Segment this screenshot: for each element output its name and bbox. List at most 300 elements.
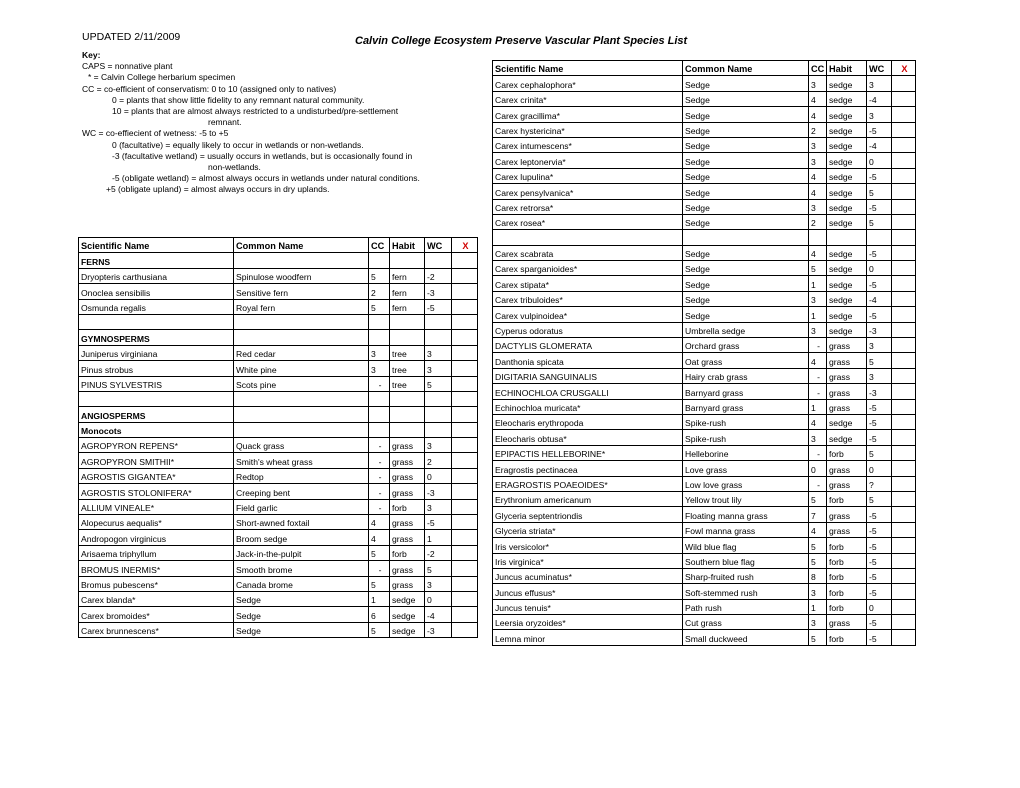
wc-cell: -5 bbox=[425, 515, 452, 530]
habit-cell: sedge bbox=[827, 199, 867, 214]
habit-cell: grass bbox=[390, 438, 425, 453]
table-row bbox=[493, 615, 916, 630]
table-row bbox=[493, 445, 916, 460]
cc-cell: - bbox=[369, 453, 390, 468]
check-cell bbox=[452, 561, 478, 576]
cc-cell bbox=[369, 330, 390, 345]
key-line: non-wetlands. bbox=[208, 161, 261, 172]
check-cell bbox=[452, 607, 478, 622]
wc-cell: 5 bbox=[425, 376, 452, 391]
table-row bbox=[79, 622, 478, 637]
table-row bbox=[79, 607, 478, 622]
scientific-name-cell: Juncus effusus* bbox=[493, 584, 683, 599]
habit-cell: forb bbox=[827, 599, 867, 614]
cc-cell: 1 bbox=[809, 307, 827, 322]
habit-cell: sedge bbox=[827, 168, 867, 183]
common-name-cell: Scots pine bbox=[234, 376, 369, 391]
scientific-name-cell: Eleocharis obtusa* bbox=[493, 430, 683, 445]
check-cell bbox=[892, 153, 916, 168]
table-row bbox=[493, 338, 916, 353]
scientific-name-cell: Carex intumescens* bbox=[493, 137, 683, 152]
habit-cell: fern bbox=[390, 299, 425, 314]
scientific-name-cell: Carex vulpinoidea* bbox=[493, 307, 683, 322]
habit-cell: sedge bbox=[827, 137, 867, 152]
check-cell bbox=[892, 245, 916, 260]
cc-cell: 5 bbox=[809, 630, 827, 645]
check-cell bbox=[452, 530, 478, 545]
table-row bbox=[79, 468, 478, 483]
check-cell bbox=[892, 584, 916, 599]
wc-cell: -2 bbox=[425, 545, 452, 560]
cc-cell: 3 bbox=[369, 345, 390, 360]
cc-cell: 4 bbox=[809, 522, 827, 537]
check-cell bbox=[892, 538, 916, 553]
cc-cell: 4 bbox=[369, 515, 390, 530]
habit-cell: grass bbox=[390, 530, 425, 545]
check-cell bbox=[892, 137, 916, 152]
common-name-cell: Sedge bbox=[683, 76, 809, 91]
scientific-name-cell: Iris versicolor* bbox=[493, 538, 683, 553]
scientific-name-cell: Carex crinita* bbox=[493, 91, 683, 106]
header-common-name: Common Name bbox=[234, 238, 369, 253]
check-cell bbox=[892, 91, 916, 106]
key-line: 10 = plants that are almost always restricted to a undisturbed/pre-settlement bbox=[112, 105, 399, 116]
wc-cell: -5 bbox=[867, 584, 892, 599]
habit-cell: sedge bbox=[827, 153, 867, 168]
cc-cell: - bbox=[809, 338, 827, 353]
common-name-cell: Fowl manna grass bbox=[683, 522, 809, 537]
wc-cell: -4 bbox=[867, 91, 892, 106]
cc-cell: 5 bbox=[369, 299, 390, 314]
check-cell bbox=[892, 338, 916, 353]
habit-cell: sedge bbox=[827, 91, 867, 106]
header-scientific-name: Scientific Name bbox=[493, 61, 683, 76]
scientific-name-cell: DIGITARIA SANGUINALIS bbox=[493, 368, 683, 383]
wc-cell: -5 bbox=[867, 168, 892, 183]
habit-cell: grass bbox=[827, 368, 867, 383]
habit-cell: forb bbox=[390, 499, 425, 514]
check-cell bbox=[452, 407, 478, 422]
species-table-right bbox=[492, 60, 916, 646]
cc-cell: 1 bbox=[809, 599, 827, 614]
header-cc: CC bbox=[369, 238, 390, 253]
scientific-name-cell: Eleocharis erythropoda bbox=[493, 414, 683, 429]
habit-cell: grass bbox=[827, 399, 867, 414]
cc-cell: - bbox=[369, 561, 390, 576]
cc-cell: - bbox=[369, 484, 390, 499]
common-name-cell: Royal fern bbox=[234, 299, 369, 314]
habit-cell: grass bbox=[827, 615, 867, 630]
scientific-name-cell: Carex stipata* bbox=[493, 276, 683, 291]
scientific-name-cell: Carex cephalophora* bbox=[493, 76, 683, 91]
common-name-cell: Floating manna grass bbox=[683, 507, 809, 522]
common-name-cell: Sedge bbox=[683, 214, 809, 229]
wc-cell: 3 bbox=[867, 76, 892, 91]
check-cell bbox=[452, 591, 478, 606]
scientific-name-cell: AGROPYRON REPENS* bbox=[79, 438, 234, 453]
common-name-cell: Canada brome bbox=[234, 576, 369, 591]
table-row bbox=[79, 391, 478, 406]
check-cell bbox=[452, 391, 478, 406]
scientific-name-cell: Carex lupulina* bbox=[493, 168, 683, 183]
cc-cell: 3 bbox=[809, 199, 827, 214]
habit-cell: forb bbox=[827, 445, 867, 460]
scientific-name-cell: Juncus acuminatus* bbox=[493, 568, 683, 583]
wc-cell: 5 bbox=[867, 491, 892, 506]
common-name-cell: Small duckweed bbox=[683, 630, 809, 645]
wc-cell: -5 bbox=[867, 568, 892, 583]
habit-cell: sedge bbox=[827, 122, 867, 137]
check-cell bbox=[452, 253, 478, 268]
habit-cell: forb bbox=[827, 584, 867, 599]
cc-cell: 5 bbox=[809, 553, 827, 568]
check-cell bbox=[892, 491, 916, 506]
check-cell bbox=[452, 422, 478, 437]
category-row bbox=[79, 330, 478, 345]
table-row bbox=[493, 153, 916, 168]
habit-cell: sedge bbox=[390, 622, 425, 637]
common-name-cell: Spinulose woodfern bbox=[234, 268, 369, 283]
habit-cell: grass bbox=[827, 476, 867, 491]
scientific-name-cell: Eragrostis pectinacea bbox=[493, 461, 683, 476]
habit-cell: fern bbox=[390, 268, 425, 283]
table-row bbox=[79, 361, 478, 376]
wc-cell: -5 bbox=[867, 307, 892, 322]
wc-cell: -5 bbox=[867, 507, 892, 522]
scientific-name-cell: Lemna minor bbox=[493, 630, 683, 645]
check-cell bbox=[892, 168, 916, 183]
wc-cell: -5 bbox=[867, 522, 892, 537]
scientific-name-cell: Carex pensylvanica* bbox=[493, 184, 683, 199]
table-row bbox=[493, 107, 916, 122]
key-line: CAPS = nonnative plant bbox=[82, 61, 173, 72]
check-cell bbox=[452, 376, 478, 391]
cc-cell: 1 bbox=[809, 276, 827, 291]
scientific-name-cell: Cyperus odoratus bbox=[493, 322, 683, 337]
wc-cell bbox=[425, 391, 452, 406]
common-name-cell: Sedge bbox=[683, 276, 809, 291]
habit-cell: grass bbox=[827, 338, 867, 353]
table-row bbox=[493, 230, 916, 245]
habit-cell: grass bbox=[390, 576, 425, 591]
check-cell bbox=[892, 630, 916, 645]
check-cell bbox=[892, 261, 916, 276]
scientific-name-cell: Carex scabrata bbox=[493, 245, 683, 260]
table-row bbox=[493, 630, 916, 645]
key-line: WC = co-effiecient of wetness: -5 to +5 bbox=[82, 128, 229, 139]
common-name-cell: Smooth brome bbox=[234, 561, 369, 576]
check-cell bbox=[892, 322, 916, 337]
cc-cell bbox=[809, 230, 827, 245]
key-line: Key: bbox=[82, 50, 101, 60]
header-x-marker: X bbox=[452, 238, 478, 253]
wc-cell: -5 bbox=[867, 553, 892, 568]
habit-cell bbox=[390, 253, 425, 268]
wc-cell bbox=[425, 330, 452, 345]
common-name-cell: Yellow trout lily bbox=[683, 491, 809, 506]
cc-cell: 2 bbox=[809, 214, 827, 229]
common-name-cell: Sedge bbox=[683, 291, 809, 306]
wc-cell: 0 bbox=[425, 468, 452, 483]
scientific-name-cell: AGROPYRON SMITHII* bbox=[79, 453, 234, 468]
scientific-name-cell: Andropogon virginicus bbox=[79, 530, 234, 545]
habit-cell: sedge bbox=[827, 322, 867, 337]
habit-cell: grass bbox=[827, 353, 867, 368]
common-name-cell: Hairy crab grass bbox=[683, 368, 809, 383]
common-name-cell bbox=[234, 407, 369, 422]
common-name-cell bbox=[234, 330, 369, 345]
scientific-name-cell: PINUS SYLVESTRIS bbox=[79, 376, 234, 391]
scientific-name-cell: Carex leptonervia* bbox=[493, 153, 683, 168]
header-scientific-name: Scientific Name bbox=[79, 238, 234, 253]
check-cell bbox=[892, 291, 916, 306]
key-line: 0 (facultative) = equally likely to occur in wetlands or non-wetlands. bbox=[112, 139, 364, 150]
cc-cell: 2 bbox=[809, 122, 827, 137]
table-row bbox=[493, 553, 916, 568]
table-row bbox=[493, 76, 916, 91]
check-cell bbox=[892, 615, 916, 630]
wc-cell: 1 bbox=[425, 530, 452, 545]
cc-cell: 3 bbox=[809, 322, 827, 337]
key-line: -5 (obligate wetland) = almost always occurs in wetlands under natural conditions. bbox=[112, 173, 420, 184]
wc-cell: -3 bbox=[867, 384, 892, 399]
table-header-row bbox=[79, 238, 478, 253]
table-row bbox=[493, 168, 916, 183]
common-name-cell: Redtop bbox=[234, 468, 369, 483]
habit-cell: grass bbox=[827, 461, 867, 476]
table-row bbox=[493, 538, 916, 553]
species-table-left bbox=[78, 237, 478, 638]
wc-cell: -3 bbox=[425, 284, 452, 299]
check-cell bbox=[892, 522, 916, 537]
table-row bbox=[79, 268, 478, 283]
cc-cell: - bbox=[809, 368, 827, 383]
cc-cell: 4 bbox=[809, 168, 827, 183]
table-row bbox=[493, 368, 916, 383]
check-cell bbox=[892, 368, 916, 383]
table-row bbox=[493, 276, 916, 291]
cc-cell: 4 bbox=[809, 353, 827, 368]
habit-cell: tree bbox=[390, 361, 425, 376]
scientific-name-cell: AGROSTIS GIGANTEA* bbox=[79, 468, 234, 483]
common-name-cell: Smith's wheat grass bbox=[234, 453, 369, 468]
scientific-name-cell bbox=[79, 314, 234, 329]
wc-cell: 3 bbox=[425, 499, 452, 514]
category-row bbox=[79, 407, 478, 422]
table-row bbox=[493, 461, 916, 476]
wc-cell bbox=[425, 422, 452, 437]
habit-cell: sedge bbox=[390, 591, 425, 606]
wc-cell: -4 bbox=[425, 607, 452, 622]
cc-cell: - bbox=[809, 476, 827, 491]
cc-cell: 4 bbox=[809, 414, 827, 429]
wc-cell: 0 bbox=[867, 261, 892, 276]
table-row bbox=[493, 91, 916, 106]
cc-cell: - bbox=[809, 445, 827, 460]
common-name-cell: Sedge bbox=[234, 607, 369, 622]
common-name-cell: Path rush bbox=[683, 599, 809, 614]
cc-cell bbox=[369, 407, 390, 422]
habit-cell: sedge bbox=[827, 261, 867, 276]
habit-cell: forb bbox=[827, 568, 867, 583]
habit-cell: sedge bbox=[827, 107, 867, 122]
cc-cell: 3 bbox=[809, 584, 827, 599]
check-cell bbox=[892, 76, 916, 91]
common-name-cell: Helleborine bbox=[683, 445, 809, 460]
table-row bbox=[79, 545, 478, 560]
wc-cell: 5 bbox=[425, 561, 452, 576]
scientific-name-cell: ECHINOCHLOA CRUSGALLI bbox=[493, 384, 683, 399]
common-name-cell bbox=[234, 253, 369, 268]
scientific-name-cell bbox=[493, 230, 683, 245]
common-name-cell: Sedge bbox=[683, 153, 809, 168]
wc-cell: 5 bbox=[867, 214, 892, 229]
habit-cell: sedge bbox=[827, 214, 867, 229]
habit-cell: sedge bbox=[827, 291, 867, 306]
scientific-name-cell: Onoclea sensibilis bbox=[79, 284, 234, 299]
common-name-cell bbox=[234, 391, 369, 406]
cc-cell: - bbox=[369, 468, 390, 483]
wc-cell: -5 bbox=[867, 414, 892, 429]
wc-cell: -5 bbox=[867, 245, 892, 260]
table-row bbox=[79, 438, 478, 453]
scientific-name-cell: Alopecurus aequalis* bbox=[79, 515, 234, 530]
habit-cell: forb bbox=[827, 553, 867, 568]
cc-cell: 5 bbox=[809, 538, 827, 553]
common-name-cell: Sedge bbox=[683, 199, 809, 214]
cc-cell: 4 bbox=[809, 184, 827, 199]
cc-cell: 4 bbox=[809, 91, 827, 106]
habit-cell: grass bbox=[390, 453, 425, 468]
check-cell bbox=[452, 515, 478, 530]
common-name-cell: Sedge bbox=[683, 307, 809, 322]
cc-cell: 3 bbox=[369, 361, 390, 376]
scientific-name-cell: Erythronium americanum bbox=[493, 491, 683, 506]
scientific-name-cell: Danthonia spicata bbox=[493, 353, 683, 368]
table-row bbox=[493, 199, 916, 214]
common-name-cell: Sedge bbox=[683, 168, 809, 183]
table-row bbox=[79, 530, 478, 545]
check-cell bbox=[892, 214, 916, 229]
header-wc: WC bbox=[867, 61, 892, 76]
check-cell bbox=[892, 353, 916, 368]
category-row bbox=[79, 253, 478, 268]
cc-cell: 7 bbox=[809, 507, 827, 522]
habit-cell bbox=[827, 230, 867, 245]
habit-cell: forb bbox=[827, 630, 867, 645]
table-row bbox=[493, 522, 916, 537]
check-cell bbox=[892, 507, 916, 522]
check-cell bbox=[892, 276, 916, 291]
table-row bbox=[79, 453, 478, 468]
scientific-name-cell: Glyceria striata* bbox=[493, 522, 683, 537]
cc-cell: 5 bbox=[809, 491, 827, 506]
habit-cell bbox=[390, 391, 425, 406]
scientific-name-cell bbox=[79, 391, 234, 406]
wc-cell: 5 bbox=[867, 184, 892, 199]
common-name-cell: Sedge bbox=[683, 261, 809, 276]
habit-cell: tree bbox=[390, 376, 425, 391]
habit-cell: sedge bbox=[827, 184, 867, 199]
table-row bbox=[493, 122, 916, 137]
wc-cell: -3 bbox=[425, 484, 452, 499]
header-habit: Habit bbox=[827, 61, 867, 76]
check-cell bbox=[452, 361, 478, 376]
scientific-name-cell: Carex brunnescens* bbox=[79, 622, 234, 637]
table-row bbox=[493, 384, 916, 399]
wc-cell: 0 bbox=[867, 153, 892, 168]
updated-date: UPDATED 2/11/2009 bbox=[82, 31, 181, 43]
table-row bbox=[493, 322, 916, 337]
common-name-cell: Spike-rush bbox=[683, 414, 809, 429]
scientific-name-cell: Arisaema triphyllum bbox=[79, 545, 234, 560]
scientific-name-cell: Carex blanda* bbox=[79, 591, 234, 606]
cc-cell: 6 bbox=[369, 607, 390, 622]
check-cell bbox=[452, 499, 478, 514]
table-row bbox=[79, 345, 478, 360]
cc-cell: 3 bbox=[809, 137, 827, 152]
cc-cell: 3 bbox=[809, 430, 827, 445]
header-x-marker: X bbox=[892, 61, 916, 76]
common-name-cell: Southern blue flag bbox=[683, 553, 809, 568]
common-name-cell: Sedge bbox=[234, 622, 369, 637]
wc-cell: -3 bbox=[867, 322, 892, 337]
check-cell bbox=[452, 468, 478, 483]
table-row bbox=[493, 476, 916, 491]
habit-cell: grass bbox=[827, 507, 867, 522]
wc-cell: 3 bbox=[867, 368, 892, 383]
common-name-cell: Wild blue flag bbox=[683, 538, 809, 553]
habit-cell: forb bbox=[827, 491, 867, 506]
common-name-cell bbox=[234, 314, 369, 329]
check-cell bbox=[892, 414, 916, 429]
check-cell bbox=[892, 184, 916, 199]
scientific-name-cell: ALLIUM VINEALE* bbox=[79, 499, 234, 514]
wc-cell: 5 bbox=[867, 445, 892, 460]
table-row bbox=[79, 591, 478, 606]
wc-cell: -5 bbox=[867, 615, 892, 630]
check-cell bbox=[892, 476, 916, 491]
cc-cell: 1 bbox=[809, 399, 827, 414]
cc-cell: 4 bbox=[809, 107, 827, 122]
wc-cell: -4 bbox=[867, 291, 892, 306]
common-name-cell bbox=[234, 422, 369, 437]
scientific-name-cell: BROMUS INERMIS* bbox=[79, 561, 234, 576]
scientific-name-cell: Carex bromoides* bbox=[79, 607, 234, 622]
scientific-name-cell: EPIPACTIS HELLEBORINE* bbox=[493, 445, 683, 460]
habit-cell: sedge bbox=[827, 414, 867, 429]
habit-cell: grass bbox=[390, 468, 425, 483]
wc-cell: 3 bbox=[867, 338, 892, 353]
header-habit: Habit bbox=[390, 238, 425, 253]
table-header-row bbox=[493, 61, 916, 76]
cc-cell bbox=[369, 391, 390, 406]
wc-cell: -2 bbox=[425, 268, 452, 283]
scientific-name-cell: AGROSTIS STOLONIFERA* bbox=[79, 484, 234, 499]
check-cell bbox=[452, 284, 478, 299]
table-row bbox=[493, 137, 916, 152]
cc-cell: 4 bbox=[369, 530, 390, 545]
cc-cell: 3 bbox=[809, 76, 827, 91]
common-name-cell: Field garlic bbox=[234, 499, 369, 514]
scientific-name-cell: DACTYLIS GLOMERATA bbox=[493, 338, 683, 353]
common-name-cell: Barnyard grass bbox=[683, 384, 809, 399]
cc-cell bbox=[369, 314, 390, 329]
check-cell bbox=[452, 330, 478, 345]
wc-cell: -5 bbox=[867, 430, 892, 445]
scientific-name-cell: Glyceria septentriondis bbox=[493, 507, 683, 522]
habit-cell: grass bbox=[390, 515, 425, 530]
